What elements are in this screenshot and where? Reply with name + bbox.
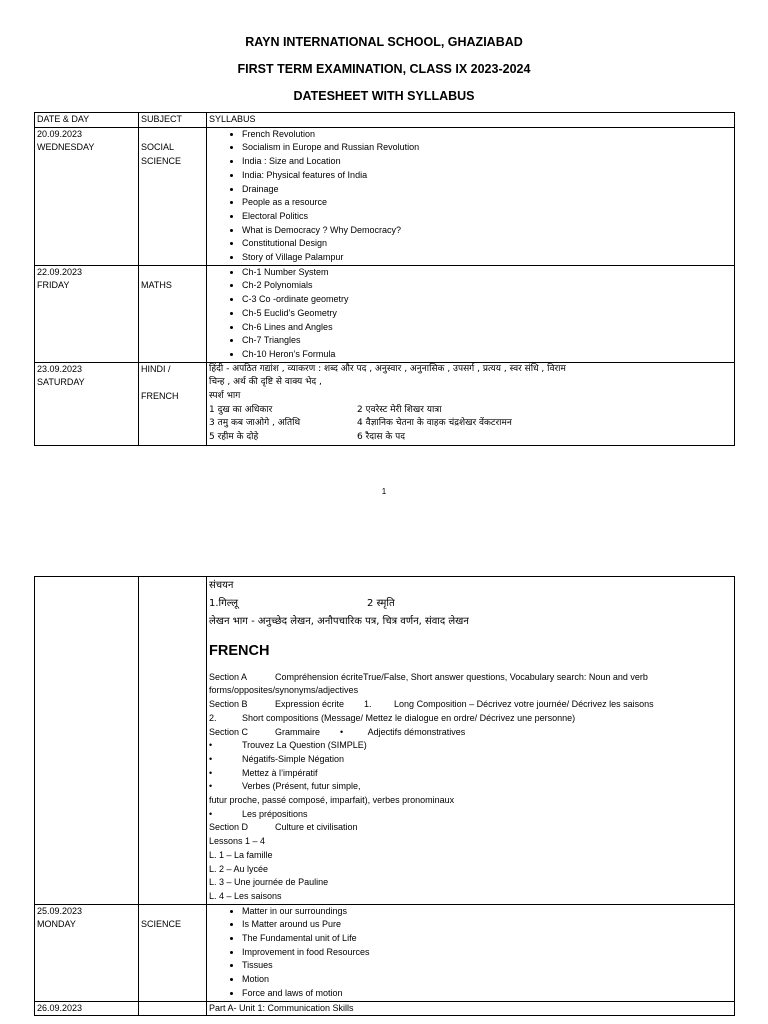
exam-title: FIRST TERM EXAMINATION, CLASS IX 2023-2024: [237, 62, 531, 76]
list-item: • The Fundamental unit of Life: [242, 932, 734, 946]
hindi-lesson-row: [209, 431, 734, 445]
subject-line: MATHS: [141, 280, 172, 291]
french-line: L. 1 – La famille: [209, 849, 273, 860]
hindi-writing-line: लेखन भाग - अनुच्छेद लेखन, अनौपचारिक पत्र, चित्र वर्णन, संवाद लेखन: [209, 616, 469, 627]
syllabus-cell: [207, 265, 735, 362]
french-line: L. 4 – Les saisons: [209, 890, 282, 901]
french-line: • Trouvez La Question (SIMPLE): [209, 740, 367, 751]
header-date: DATE & DAY: [35, 113, 139, 128]
french-line: • Mettez à l’impératif: [209, 767, 318, 778]
date-cell: [35, 265, 139, 362]
datesheet-title: DATESHEET WITH SYLLABUS: [293, 89, 475, 103]
hindi-lesson-row: [209, 595, 734, 613]
french-line: futur proche, passé composé, imparfait), verbes pronominaux: [209, 795, 455, 806]
date-cell: [35, 362, 139, 445]
list-item: • India : Size and Location: [242, 155, 734, 169]
subject-line: FRENCH: [141, 391, 179, 402]
table-row: [35, 265, 735, 362]
lesson-name: 2 स्मृति: [367, 598, 395, 609]
french-line: • Négatifs-Simple Négation: [209, 753, 345, 764]
subject-line: SOCIAL: [141, 142, 175, 153]
subject-cell: [139, 904, 207, 1001]
date-cell: [35, 904, 139, 1001]
list-item: • Story of Village Palampur: [242, 251, 734, 265]
list-item: • French Revolution: [242, 128, 734, 142]
list-item: • Ch-6 Lines and Angles: [242, 321, 734, 335]
table-row: [35, 362, 735, 445]
school-name: RAYN INTERNATIONAL SCHOOL, GHAZIABAD: [245, 35, 523, 49]
lesson-name: 1.गिल्लू: [209, 598, 239, 609]
list-item: • Motion: [242, 973, 734, 987]
french-line: Section C Grammaire • Adjectifs démonstratives: [209, 726, 466, 737]
subject-line: HINDI /: [141, 363, 171, 374]
date-cell: [35, 1001, 139, 1016]
lesson-name: 3 तमु कब जाओगे , अतिथि: [209, 418, 301, 429]
table-row: [35, 904, 735, 1001]
list-item: • What is Democracy ? Why Democracy?: [242, 224, 734, 238]
syllabus-list: [209, 266, 734, 362]
list-item: • C-3 Co -ordinate geometry: [242, 293, 734, 307]
page-break: [0, 520, 768, 560]
french-line: Lessons 1 – 4: [209, 836, 266, 847]
syllabus-cell: [207, 904, 735, 1001]
subject-cell: [139, 362, 207, 445]
subject-line: SCIENCE: [141, 919, 182, 930]
subject-line: SCIENCE: [141, 156, 182, 167]
page-two: [0, 560, 768, 1024]
list-item: • Is Matter around us Pure: [242, 918, 734, 932]
hindi-lesson-row: [209, 417, 734, 431]
list-item: • Electoral Politics: [242, 210, 734, 224]
list-item: • Constitutional Design: [242, 237, 734, 251]
lesson-name: 4 वैज्ञानिक चेतना के वाहक चंद्रशेखर वेंकटरामन: [357, 418, 512, 429]
date-cell: [35, 577, 139, 905]
hindi-grammar-line: हिंदी - अपठित गद्यांश , व्याकरण : शब्द और पद , अनुस्वार , अनुनासिक , उपसर्ग , प्रत्यय , स्वर संधि , विराम: [209, 363, 566, 374]
list-item: • Ch-7 Triangles: [242, 334, 734, 348]
list-item: • Socialism in Europe and Russian Revolution: [242, 141, 734, 155]
syllabus-list: [209, 128, 734, 265]
french-line: • Verbes (Présent, futur simple,: [209, 781, 361, 792]
subject-cell: [139, 127, 207, 265]
list-item: • Tissues: [242, 959, 734, 973]
hindi-section-title: संचयन: [209, 580, 234, 591]
lesson-name: 2 एवरेस्ट मेरी शिखर यात्रा: [357, 404, 442, 415]
french-line: L. 2 – Au lycée: [209, 863, 269, 874]
french-line: • Les prépositions: [209, 808, 308, 819]
list-item: • Drainage: [242, 183, 734, 197]
header-syllabus: SYLLABUS: [207, 113, 735, 128]
french-line: Section D Culture et civilisation: [209, 822, 358, 833]
syllabus-cell: [207, 362, 735, 445]
exam-date: 25.09.2023: [37, 905, 83, 916]
list-item: • Improvement in food Resources: [242, 946, 734, 960]
hindi-lesson-row: [209, 404, 734, 418]
syllabus-cell: [207, 1001, 735, 1016]
lesson-name: 1 दुख का अधिकार: [209, 404, 273, 415]
list-item: • India: Physical features of India: [242, 169, 734, 183]
exam-date: 23.09.2023: [37, 363, 83, 374]
french-title: FRENCH: [209, 643, 270, 659]
exam-day: WEDNESDAY: [37, 142, 95, 153]
table-row: [35, 1001, 735, 1016]
syllabus-line: Part A- Unit 1: Communication Skills: [209, 1002, 354, 1013]
lesson-name: 5 रहीम के दोहे: [209, 432, 259, 443]
lesson-name: 6 रैदास के पद: [357, 432, 405, 443]
list-item: • Force and laws of motion: [242, 987, 734, 1001]
exam-date: 22.09.2023: [37, 266, 83, 277]
datesheet-table-continued: [34, 576, 735, 1016]
exam-date: 20.09.2023: [37, 128, 83, 139]
syllabus-cell: [207, 577, 735, 905]
list-item: • Ch-1 Number System: [242, 266, 734, 280]
french-line: 2. Short compositions (Message/ Mettez le dialogue en ordre/ Décrivez une personne): [209, 712, 576, 723]
table-header-row: [35, 113, 735, 128]
list-item: • Ch-2 Polynomials: [242, 279, 734, 293]
list-item: • Matter in our surroundings: [242, 905, 734, 919]
french-line: L. 3 – Une journée de Pauline: [209, 877, 329, 888]
subject-cell: [139, 1001, 207, 1016]
list-item: • People as a resource: [242, 196, 734, 210]
list-item: • Ch-10 Heron’s Formula: [242, 348, 734, 362]
date-cell: [35, 127, 139, 265]
french-line: Section A Compréhension écriteTrue/False, Short answer questions, Vocabulary search: Noun and verb: [209, 671, 648, 682]
list-item: • Ch-5 Euclid’s Geometry: [242, 307, 734, 321]
header-subject: SUBJECT: [139, 113, 207, 128]
french-line: forms/opposites/synonyms/adjectives: [209, 685, 359, 696]
page-number: 1: [381, 487, 387, 496]
exam-day: FRIDAY: [37, 280, 70, 291]
hindi-grammar-line: चिन्ह , अर्थ की दृष्टि से वाक्य भेद ,: [209, 377, 322, 388]
exam-day: MONDAY: [37, 919, 76, 930]
exam-day: SATURDAY: [37, 377, 85, 388]
syllabus-cell: [207, 127, 735, 265]
table-row: [35, 127, 735, 265]
datesheet-table: [34, 112, 735, 446]
french-line: Section B Expression écrite 1. Long Composition – Décrivez votre journée/ Décrivez les saisons: [209, 699, 654, 710]
syllabus-list: [209, 905, 734, 1001]
table-row: [35, 577, 735, 905]
subject-cell: [139, 265, 207, 362]
subject-cell: [139, 577, 207, 905]
exam-date: 26.09.2023: [37, 1002, 83, 1013]
hindi-section-title: स्पर्श भाग: [209, 391, 241, 402]
